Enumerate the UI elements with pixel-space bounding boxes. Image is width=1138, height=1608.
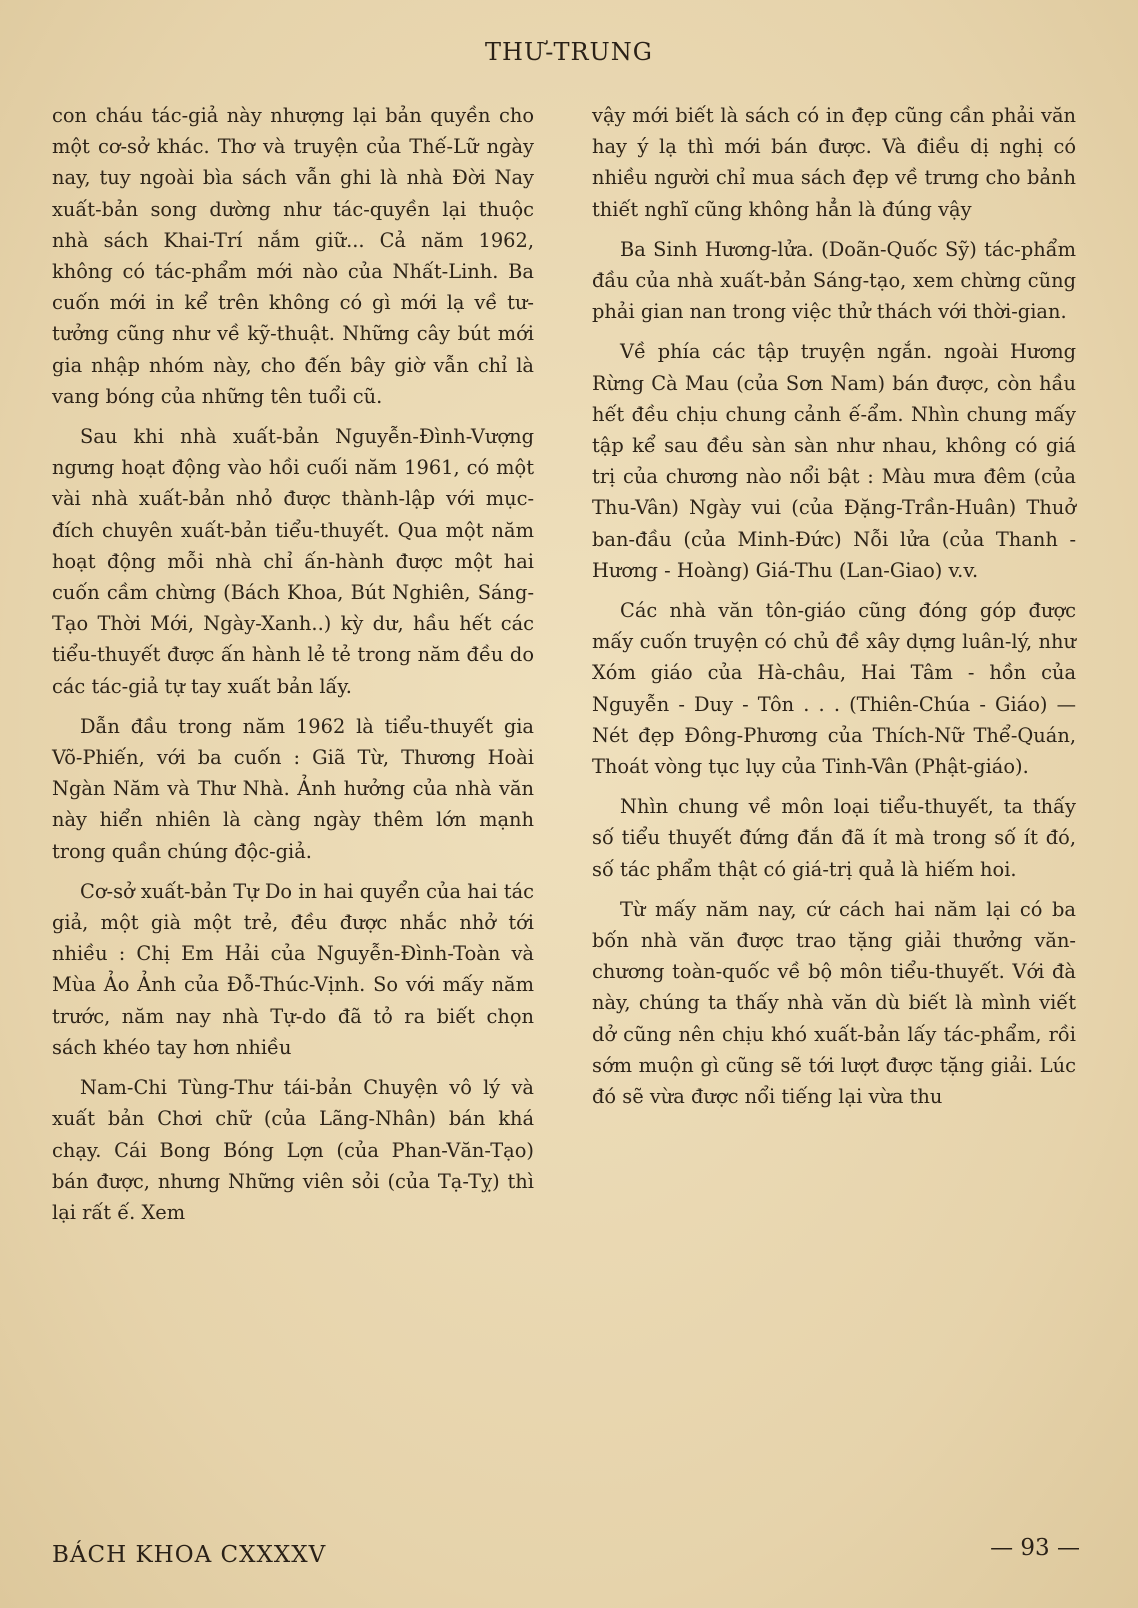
paragraph: Các nhà văn tôn-giáo cũng đóng góp được mấy cuốn truyện có chủ đề xây dựng luân-lý, như Xóm giáo của Hà-châu, Hai Tâm - hồn của Nguyễn - Duy - Tôn . . . (Thiên-Chúa - Giáo) — Nét đẹp Đông-Phương của Thích-Nữ Thể-Quán, Thoát vòng tục lụy của Tinh-Vân (Phật-giáo). — [592, 599, 1076, 779]
paragraph: Dẫn đầu trong năm 1962 là tiểu-thuyết gia Võ-Phiến, với ba cuốn : Giã Từ, Thương Hoài Ngàn Năm và Thư Nhà. Ảnh hưởng của nhà văn này hiển nhiên là càng ngày thêm lớn mạnh trong quần chúng độc-giả. — [52, 714, 534, 863]
paragraph: Sau khi nhà xuất-bản Nguyễn-Đình-Vượng ngưng hoạt động vào hồi cuối năm 1961, có một vài nhà xuất-bản nhỏ được thành-lập với mục-đích chuyên xuất-bản tiểu-thuyết. Qua một năm hoạt động mỗi nhà chỉ ấn-hành được một hai cuốn cầm chừng (Bách Khoa, Bút Nghiên, Sáng-Tạo Thời Mới, Ngày-Xanh..) kỳ dư, hầu hết các tiểu-thuyết được ấn hành lẻ tẻ trong năm đều do các tác-giả tự tay xuất bản lấy. — [52, 425, 534, 698]
page-number: — 93 — — [990, 1535, 1080, 1561]
right-column — [592, 100, 1076, 1121]
paragraph: con cháu tác-giả này nhượng lại bản quyền cho một cơ-sở khác. Thơ và truyện của Thế-Lữ ngày nay, tuy ngoài bìa sách vẫn ghi là nhà Đời Nay xuất-bản song dường như tác-quyền lại thuộc nhà sách Khai-Trí nắm giữ... Cả năm 1962, không có tác-phẩm mới nào của Nhất-Linh. Ba cuốn mới in kể trên không có gì mới lạ về tư-tưởng cũng như về kỹ-thuật. Những cây bút mới gia nhập nhóm này, cho đến bây giờ vẫn chỉ là vang bóng của những tên tuổi cũ. — [52, 104, 534, 408]
paragraph: Từ mấy năm nay, cứ cách hai năm lại có ba bốn nhà văn được trao tặng giải thưởng văn-chương toàn-quốc về bộ môn tiểu-thuyết. Với đà này, chúng ta thấy nhà văn dù biết là mình viết dở cũng nên chịu khó xuất-bản lấy tác-phẩm, rồi sớm muộn gì cũng sẽ tới lượt được tặng giải. Lúc đó sẽ vừa được nổi tiếng lại vừa thu — [592, 897, 1076, 1109]
paragraph: Cơ-sở xuất-bản Tự Do in hai quyển của hai tác giả, một già một trẻ, đều được nhắc nhở tới nhiều : Chị Em Hải của Nguyễn-Đình-Toàn và Mùa Ảo Ảnh của Đỗ-Thúc-Vịnh. So với mấy năm trước, năm nay nhà Tự-do đã tỏ ra biết chọn sách khéo tay hơn nhiều — [52, 879, 534, 1059]
paragraph: vậy mới biết là sách có in đẹp cũng cần phải văn hay ý lạ thì mới bán được. Và điều dị nghị có nhiều người chỉ mua sách đẹp về trưng cho bảnh thiết nghĩ cũng không hẳn là đúng vậy — [592, 104, 1076, 221]
paragraph: Nhìn chung về môn loại tiểu-thuyết, ta thấy số tiểu thuyết đứng đắn đã ít mà trong số ít đó, số tác phẩm thật có giá-trị quả là hiếm hoi. — [592, 795, 1076, 881]
paragraph: Về phía các tập truyện ngắn. ngoài Hương Rừng Cà Mau (của Sơn Nam) bán được, còn hầu hết đều chịu chung cảnh ế-ẩm. Nhìn chung mấy tập kể sau đều sàn sàn như nhau, không có giá trị của chương nào nổi bật : Màu mưa đêm (của Thu-Vân) Ngày vui (của Đặng-Trần-Huân) Thuở ban-đầu (của Minh-Đức) Nỗi lửa (của Thanh - Hương - Hoàng) Giá-Thu (Lan-Giao) v.v. — [592, 340, 1076, 582]
running-head: THƯ-TRUNG — [485, 38, 653, 66]
left-column — [52, 100, 534, 1237]
paragraph: Nam-Chi Tùng-Thư tái-bản Chuyện vô lý và xuất bản Chơi chữ (của Lãng-Nhân) bán khá chạy. Cái Bong Bóng Lợn (của Phan-Văn-Tạo) bán được, nhưng Những viên sỏi (của Tạ-Tỵ) thì lại rất ế. Xem — [52, 1076, 534, 1224]
publication-footer: BÁCH KHOA CXXXXV — [52, 1542, 327, 1568]
paragraph: Ba Sinh Hương-lửa. (Doãn-Quốc Sỹ) tác-phẩm đầu của nhà xuất-bản Sáng-tạo, xem chừng cũng phải gian nan trong việc thử thách với thời-gian. — [592, 237, 1076, 324]
